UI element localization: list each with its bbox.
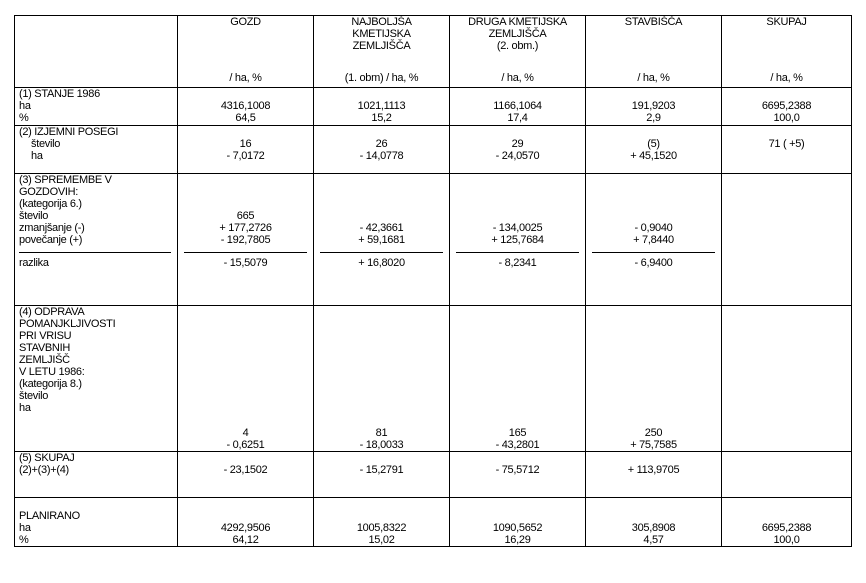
cell-gozd xyxy=(178,126,314,174)
header-gozd-title: GOZD xyxy=(230,16,261,28)
value: - 134,0025 xyxy=(492,222,543,234)
cell-gozd xyxy=(178,174,314,306)
row-label-line: povečanje (+) xyxy=(19,234,83,246)
header-druga-line1: DRUGA KMETIJSKA xyxy=(468,16,567,28)
separator-line xyxy=(19,252,171,253)
cell-druga xyxy=(450,498,586,547)
row-label-line: % xyxy=(19,534,29,546)
value: (5) xyxy=(647,138,660,150)
value: - 192,7805 xyxy=(220,234,271,246)
cell-gozd xyxy=(178,88,314,126)
value: - 43,2801 xyxy=(495,439,540,451)
cell-druga xyxy=(450,452,586,498)
cell-stavbisca xyxy=(586,126,722,174)
header-druga xyxy=(450,16,586,88)
row-label-line: (3) SPREMEMBE V xyxy=(19,174,112,186)
row-label-line: (kategorija 6.) xyxy=(19,198,82,210)
separator-line xyxy=(184,252,307,253)
value: 4,57 xyxy=(643,534,664,546)
row-spremembe-v-gozdovih xyxy=(15,174,852,306)
value: 250 xyxy=(644,427,663,439)
cell-stavbisca xyxy=(586,88,722,126)
row-label-line: (kategorija 8.) xyxy=(19,378,82,390)
value: + 7,8440 xyxy=(633,234,674,246)
cell-gozd xyxy=(178,306,314,452)
row-label-line: (5) SKUPAJ xyxy=(19,452,75,464)
cell-druga xyxy=(450,174,586,306)
value: 29 xyxy=(511,138,524,150)
value: 16,29 xyxy=(504,534,531,546)
value: 4316,1008 xyxy=(220,100,271,112)
value: + 75,7585 xyxy=(630,439,677,451)
value: 305,8908 xyxy=(631,522,676,534)
row-label-line: (4) ODPRAVA xyxy=(19,306,85,318)
cell-skupaj xyxy=(722,452,852,498)
value: 100,0 xyxy=(773,112,800,124)
value: + 113,9705 xyxy=(627,464,680,476)
header-stavbisca-title: STAVBIŠČA xyxy=(624,16,683,28)
row-izjemni-posegi xyxy=(15,126,852,174)
cell-druga xyxy=(450,306,586,452)
row-label-line: število xyxy=(19,390,49,402)
value: 26 xyxy=(375,138,388,150)
value: 4292,9506 xyxy=(220,522,271,534)
value: + 45,1520 xyxy=(630,150,677,162)
cell-skupaj xyxy=(722,174,852,306)
value: 17,4 xyxy=(507,112,528,124)
header-gozd xyxy=(178,16,314,88)
value: 6695,2388 xyxy=(761,522,812,534)
value: 1021,1113 xyxy=(357,100,406,112)
value: 15,2 xyxy=(371,112,392,124)
value: - 18,0033 xyxy=(359,439,404,451)
cell-skupaj xyxy=(722,498,852,547)
value: + 16,8020 xyxy=(358,257,405,269)
row-label-line: % xyxy=(19,112,29,124)
value: - 15,5079 xyxy=(223,257,268,269)
value: + 177,2726 xyxy=(219,222,272,234)
row-label-line: ha xyxy=(31,150,43,162)
row-label-line: ha xyxy=(19,522,31,534)
header-druga-line2: ZEMLJIŠČA xyxy=(488,28,547,40)
separator-line xyxy=(456,252,579,253)
value: 1166,1064 xyxy=(493,100,542,112)
row-label xyxy=(15,498,178,547)
cell-stavbisca xyxy=(586,498,722,547)
value: 71 ( +5) xyxy=(768,138,805,150)
value: 165 xyxy=(508,427,527,439)
cell-najboljsa xyxy=(314,498,450,547)
cell-stavbisca xyxy=(586,306,722,452)
header-empty-cell xyxy=(15,16,178,88)
value: - 14,0778 xyxy=(359,150,404,162)
header-najboljsa-line3: ZEMLJIŠČA xyxy=(352,40,411,52)
row-label-line: število xyxy=(19,210,49,222)
row-stanje-1986 xyxy=(15,88,852,126)
row-label-line: PRI VRISU xyxy=(19,330,72,342)
value: 15,02 xyxy=(368,534,395,546)
header-najboljsa xyxy=(314,16,450,88)
row-label-line: razlika xyxy=(19,257,49,269)
row-planirano xyxy=(15,498,852,547)
cell-najboljsa xyxy=(314,452,450,498)
header-skupaj-title: SKUPAJ xyxy=(766,16,807,28)
row-label-line: (1) STANJE 1986 xyxy=(19,88,100,100)
value: - 24,0570 xyxy=(495,150,540,162)
value: 191,9203 xyxy=(631,100,676,112)
separator-line xyxy=(592,252,715,253)
value: - 42,3661 xyxy=(359,222,404,234)
row-label xyxy=(15,88,178,126)
value: 2,9 xyxy=(646,112,661,124)
header-stavbisca xyxy=(586,16,722,88)
cell-skupaj xyxy=(722,88,852,126)
value: 665 xyxy=(236,210,255,222)
value: 64,5 xyxy=(235,112,256,124)
cell-skupaj xyxy=(722,306,852,452)
row-odprava-pomanjkljivosti xyxy=(15,306,852,452)
value: + 59,1681 xyxy=(358,234,405,246)
land-use-table xyxy=(14,15,852,547)
header-row xyxy=(15,16,852,88)
cell-skupaj xyxy=(722,126,852,174)
value: 1090,5652 xyxy=(492,522,543,534)
row-label-line: (2) IZJEMNI POSEGI xyxy=(19,126,119,138)
header-najboljsa-unit: (1. obm) / ha, % xyxy=(344,72,419,84)
header-gozd-unit: / ha, % xyxy=(229,72,262,84)
header-skupaj xyxy=(722,16,852,88)
value: - 6,9400 xyxy=(634,257,673,269)
row-label xyxy=(15,174,178,306)
value: - 0,9040 xyxy=(634,222,673,234)
land-use-table-container xyxy=(14,15,851,568)
cell-gozd xyxy=(178,498,314,547)
value: - 15,2791 xyxy=(359,464,404,476)
value: 6695,2388 xyxy=(761,100,812,112)
value: 16 xyxy=(239,138,252,150)
value: 81 xyxy=(375,427,388,439)
value: - 23,1502 xyxy=(223,464,268,476)
value: 4 xyxy=(242,427,249,439)
cell-gozd xyxy=(178,452,314,498)
cell-stavbisca xyxy=(586,174,722,306)
cell-najboljsa xyxy=(314,88,450,126)
row-label-line: V LETU 1986: xyxy=(19,366,85,378)
header-skupaj-unit: / ha, % xyxy=(770,72,803,84)
value: 100,0 xyxy=(773,534,800,546)
value: - 8,2341 xyxy=(498,257,537,269)
row-label xyxy=(15,452,178,498)
header-stavbisca-unit: / ha, % xyxy=(637,72,670,84)
row-label-line: ZEMLJIŠČ xyxy=(19,354,70,366)
cell-najboljsa xyxy=(314,306,450,452)
header-najboljsa-line2: KMETIJSKA xyxy=(352,28,411,40)
value: 64,12 xyxy=(232,534,259,546)
value: + 125,7684 xyxy=(491,234,544,246)
row-label-line: število xyxy=(31,138,61,150)
row-label-line: ha xyxy=(19,100,31,112)
cell-najboljsa xyxy=(314,174,450,306)
row-label-line: zmanjšanje (-) xyxy=(19,222,85,234)
cell-najboljsa xyxy=(314,126,450,174)
row-label-line: ha xyxy=(19,402,31,414)
value: 1005,8322 xyxy=(356,522,407,534)
cell-druga xyxy=(450,126,586,174)
header-druga-line3: (2. obm.) xyxy=(496,40,539,52)
cell-druga xyxy=(450,88,586,126)
cell-stavbisca xyxy=(586,452,722,498)
header-druga-unit: / ha, % xyxy=(501,72,534,84)
row-label-line: POMANJKLJIVOSTI xyxy=(19,318,116,330)
row-skupaj xyxy=(15,452,852,498)
row-label-line: (2)+(3)+(4) xyxy=(19,464,69,476)
header-najboljsa-line1: NAJBOLJŠA xyxy=(351,16,412,28)
separator-line xyxy=(320,252,443,253)
value: - 75,5712 xyxy=(495,464,540,476)
row-label-line: PLANIRANO xyxy=(19,510,80,522)
row-label-line: GOZDOVIH: xyxy=(19,186,79,198)
value: - 0,6251 xyxy=(226,439,265,451)
row-label xyxy=(15,126,178,174)
value: - 7,0172 xyxy=(226,150,265,162)
row-label-line: STAVBNIH xyxy=(19,342,70,354)
row-label xyxy=(15,306,178,452)
